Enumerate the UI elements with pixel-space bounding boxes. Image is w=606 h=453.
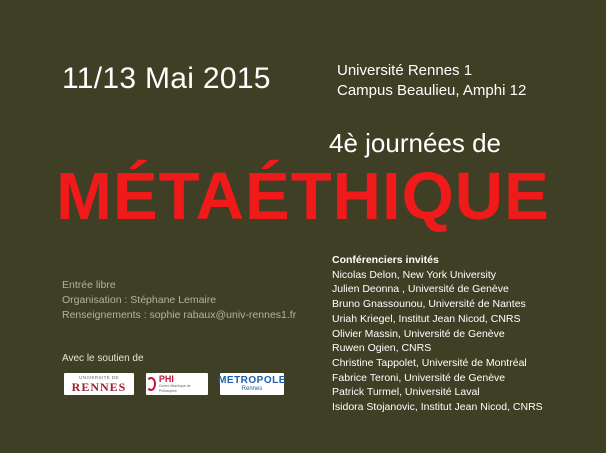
phi-logo: PHI Centre Atlantique de Philosophie (146, 373, 208, 395)
venue-line-1: Université Rennes 1 (337, 62, 473, 79)
speaker-item: Ruwen Ogien, CNRS (332, 342, 432, 355)
metropole-rennes-logo: METROPOLE Rennes (220, 373, 284, 395)
entry-info: Entrée libre (62, 279, 116, 291)
sponsor-logos (64, 373, 284, 395)
speakers-section (332, 253, 543, 415)
speakers-list (332, 268, 543, 415)
speaker-item: Uriah Kriegel, Institut Jean Nicod, CNRS (332, 312, 521, 325)
event-venue (337, 61, 526, 101)
speaker-item: Olivier Massin, Université de Genève (332, 327, 505, 340)
event-title: MÉTAÉTHIQUE (56, 159, 550, 234)
speaker-item: Patrick Turmel, Université Laval (332, 386, 480, 399)
speaker-item: Bruno Gnassounou, Université de Nantes (332, 298, 526, 311)
speaker-item: Isidora Stojanovic, Institut Jean Nicod, CNRS (332, 401, 543, 414)
phi-mark-icon (146, 377, 156, 391)
practical-info (62, 278, 296, 323)
venue-line-2: Campus Beaulieu, Amphi 12 (337, 82, 527, 99)
speaker-item: Julien Deonna , Université de Genève (332, 283, 509, 296)
universite-de-rennes-1-logo: UNIVERSITÉ DE RENNES (64, 373, 134, 395)
speaker-item: Nicolas Delon, New York University (332, 268, 496, 281)
event-edition: 4è journées de (329, 128, 502, 158)
speakers-title: Conférenciers invités (332, 254, 439, 266)
organisation-info: Organisation : Stéphane Lemaire (62, 294, 217, 306)
support-label: Avec le soutien de (62, 353, 144, 364)
speaker-item: Fabrice Teroni, Université de Genève (332, 371, 506, 384)
event-dates: 11/13 Mai 2015 (62, 62, 271, 95)
contact-info: Renseignements : sophie rabaux@univ-rennes1.fr (62, 309, 297, 321)
speaker-item: Christine Tappolet, Université de Montréal (332, 356, 527, 369)
